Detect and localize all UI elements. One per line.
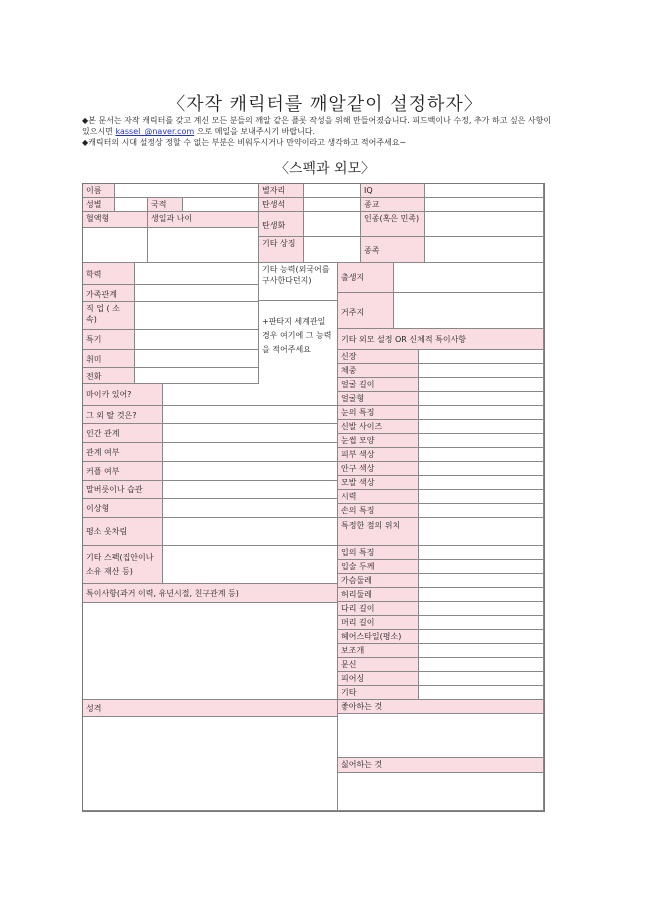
label-height: 신장: [338, 350, 419, 364]
label-catchphrase: 마이카 있어?: [83, 384, 163, 406]
field-education[interactable]: [135, 263, 259, 285]
label-birthday-age: 생일과 나이: [148, 212, 259, 228]
label-birthstone: 탄생석: [259, 198, 304, 212]
field-special-point[interactable]: [419, 518, 544, 546]
character-form: [82, 183, 545, 812]
label-hand-feature: 손의 특징: [338, 504, 419, 518]
field-lip-thickness[interactable]: [419, 560, 544, 574]
field-race[interactable]: [425, 212, 544, 237]
field-gender[interactable]: [115, 198, 148, 212]
label-couple: 커플 여부: [83, 462, 163, 481]
label-birth-flower: 탄생화: [259, 212, 304, 237]
field-residence[interactable]: [394, 293, 544, 329]
label-personality: 성격: [83, 700, 338, 717]
label-phone: 전화: [83, 368, 135, 384]
document-title: 〈자작 캐릭터를 깨알같이 설정하자〉: [167, 94, 483, 115]
field-leg-length[interactable]: [419, 602, 544, 616]
label-romance: 관계 여부: [83, 443, 163, 462]
field-phone[interactable]: [135, 368, 259, 384]
field-habit[interactable]: [163, 481, 338, 499]
label-other-ability: 기타 능력(외국어를 구사한다던지): [259, 263, 338, 301]
label-dislikes: 싫어하는 것: [338, 758, 544, 773]
field-hair-length[interactable]: [419, 616, 544, 630]
label-religion: 종교: [361, 198, 425, 212]
field-iq[interactable]: [425, 184, 544, 198]
label-eye-feature: 눈의 특징: [338, 406, 419, 420]
field-face-length[interactable]: [419, 378, 544, 392]
field-eyebrow-shape[interactable]: [419, 434, 544, 448]
label-usual-outfit: 평소 옷차림: [83, 518, 163, 546]
label-shoe-size: 신발 사이즈: [338, 420, 419, 434]
label-special-skill: 특기: [83, 330, 135, 350]
label-etc: 기타: [338, 686, 419, 700]
label-job: 직 업 ( 소 속): [83, 302, 135, 330]
label-face-shape: 얼굴형: [338, 392, 419, 406]
label-hobby: 취미: [83, 350, 135, 368]
label-eyebrow-shape: 눈썹 모양: [338, 434, 419, 448]
field-mouth-feature[interactable]: [419, 546, 544, 560]
field-blood-type[interactable]: [83, 228, 148, 263]
label-other-spec: 기타 스펙(집안이나 소유 재산 등): [83, 546, 163, 584]
label-vision: 시력: [338, 490, 419, 504]
label-hair-length: 머리 길이: [338, 616, 419, 630]
field-chest[interactable]: [419, 574, 544, 588]
email-link[interactable]: kassel_@naver.com: [115, 127, 195, 136]
label-habit: 말버릇이나 습관: [83, 481, 163, 499]
field-shoe-size[interactable]: [419, 420, 544, 434]
field-other-ride[interactable]: [163, 406, 338, 424]
label-constellation: 별자리: [259, 184, 304, 198]
field-hair-color[interactable]: [419, 476, 544, 490]
label-likes: 좋아하는 것: [338, 700, 544, 714]
section-subtitle: 〈스펙과 외모〉: [274, 161, 376, 177]
intro-line-2: ◆캐릭터의 시대 설정상 정할 수 없는 부분은 비워두시거나 만약이라고 생각하고 적어주세요~: [82, 138, 407, 147]
field-romance[interactable]: [163, 443, 338, 462]
label-iq: IQ: [361, 184, 425, 198]
label-etc-symbol: 기타 상징: [259, 237, 304, 263]
label-eye-color: 안구 색상: [338, 462, 419, 476]
label-birthplace: 출생지: [338, 263, 394, 293]
field-special-skill[interactable]: [135, 330, 259, 350]
label-accessory: 보조개: [338, 644, 419, 658]
intro-text: [82, 115, 552, 148]
label-residence: 거주지: [338, 293, 394, 329]
label-family: 가족관계: [83, 285, 135, 302]
field-waist[interactable]: [419, 588, 544, 602]
field-eye-color[interactable]: [419, 462, 544, 476]
label-gender: 성별: [83, 198, 115, 212]
field-birth-flower[interactable]: [304, 212, 361, 237]
label-piercing: 피어싱: [338, 672, 419, 686]
field-piercing[interactable]: [419, 672, 544, 686]
label-appearance-header: 기타 외모 설정 OR 신체적 특이사항: [338, 329, 544, 350]
field-birthplace[interactable]: [394, 263, 544, 293]
field-dislikes[interactable]: [338, 773, 544, 811]
label-weight: 체중: [338, 364, 419, 378]
label-special-point: 특정한 점의 위치: [338, 518, 419, 546]
label-chest: 가슴둘레: [338, 574, 419, 588]
label-species: 종족: [361, 237, 425, 263]
label-skin-color: 피부 색상: [338, 448, 419, 462]
field-hand-feature[interactable]: [419, 504, 544, 518]
label-tattoo: 문신: [338, 658, 419, 672]
field-etc[interactable]: [419, 686, 544, 700]
label-leg-length: 다리 길이: [338, 602, 419, 616]
field-family[interactable]: [135, 285, 259, 302]
field-face-shape[interactable]: [419, 392, 544, 406]
field-birthstone[interactable]: [304, 198, 361, 212]
field-constellation[interactable]: [304, 184, 361, 198]
field-religion[interactable]: [425, 198, 544, 212]
field-weight[interactable]: [419, 364, 544, 378]
label-education: 학력: [83, 263, 135, 285]
field-couple[interactable]: [163, 462, 338, 481]
intro-line-1: ◆본 문서는 자작 캐릭터를 갖고 계신 모든 분들의 깨알 같은 플롯 작성을 위해 만들어졌습니다. 피드백이나 수정, 추가 하고 싶은 사항이 있으시면 kassel_@naver.com 으로 메일을 보내주시기 바랍니다.: [82, 116, 552, 136]
field-usual-outfit[interactable]: [163, 518, 338, 546]
fantasy-note: +판타지 세계관일 경우 여기에 그 능력을 적어주세요: [259, 301, 338, 399]
field-special-notes[interactable]: [83, 603, 338, 700]
label-special-notes: 특이사항(과거 이력, 유년시절, 친구관계 등): [83, 584, 338, 603]
field-catchphrase[interactable]: [163, 384, 338, 406]
label-nationality: 국적: [148, 198, 183, 212]
field-etc-symbol[interactable]: [304, 237, 361, 263]
label-mouth-feature: 입의 특징: [338, 546, 419, 560]
field-nationality[interactable]: [183, 198, 259, 212]
field-tattoo[interactable]: [419, 658, 544, 672]
label-relationships: 인간 관계: [83, 424, 163, 443]
field-species[interactable]: [425, 237, 544, 263]
field-personality[interactable]: [83, 717, 338, 811]
label-ideal-type: 이상형: [83, 499, 163, 518]
field-accessory[interactable]: [419, 644, 544, 658]
label-hair-color: 모발 색상: [338, 476, 419, 490]
field-skin-color[interactable]: [419, 448, 544, 462]
field-other-spec[interactable]: [163, 546, 338, 584]
label-hairstyle: 헤어스타일(평소): [338, 630, 419, 644]
field-name[interactable]: [115, 184, 259, 198]
field-job[interactable]: [135, 302, 259, 330]
label-waist: 허리둘레: [338, 588, 419, 602]
field-hobby[interactable]: [135, 350, 259, 368]
field-likes[interactable]: [338, 714, 544, 758]
field-hairstyle[interactable]: [419, 630, 544, 644]
field-height[interactable]: [419, 350, 544, 364]
label-race: 인종(혹은 민족): [361, 212, 425, 237]
field-relationships[interactable]: [163, 424, 338, 443]
label-face-length: 얼굴 길이: [338, 378, 419, 392]
field-vision[interactable]: [419, 490, 544, 504]
field-birthday-age[interactable]: [148, 228, 259, 263]
label-other-ride: 그 외 탈 것은?: [83, 406, 163, 424]
label-name: 이름: [83, 184, 115, 198]
field-ideal-type[interactable]: [163, 499, 338, 518]
label-blood-type: 혈액형: [83, 212, 148, 228]
field-eye-feature[interactable]: [419, 406, 544, 420]
label-lip-thickness: 입술 두께: [338, 560, 419, 574]
